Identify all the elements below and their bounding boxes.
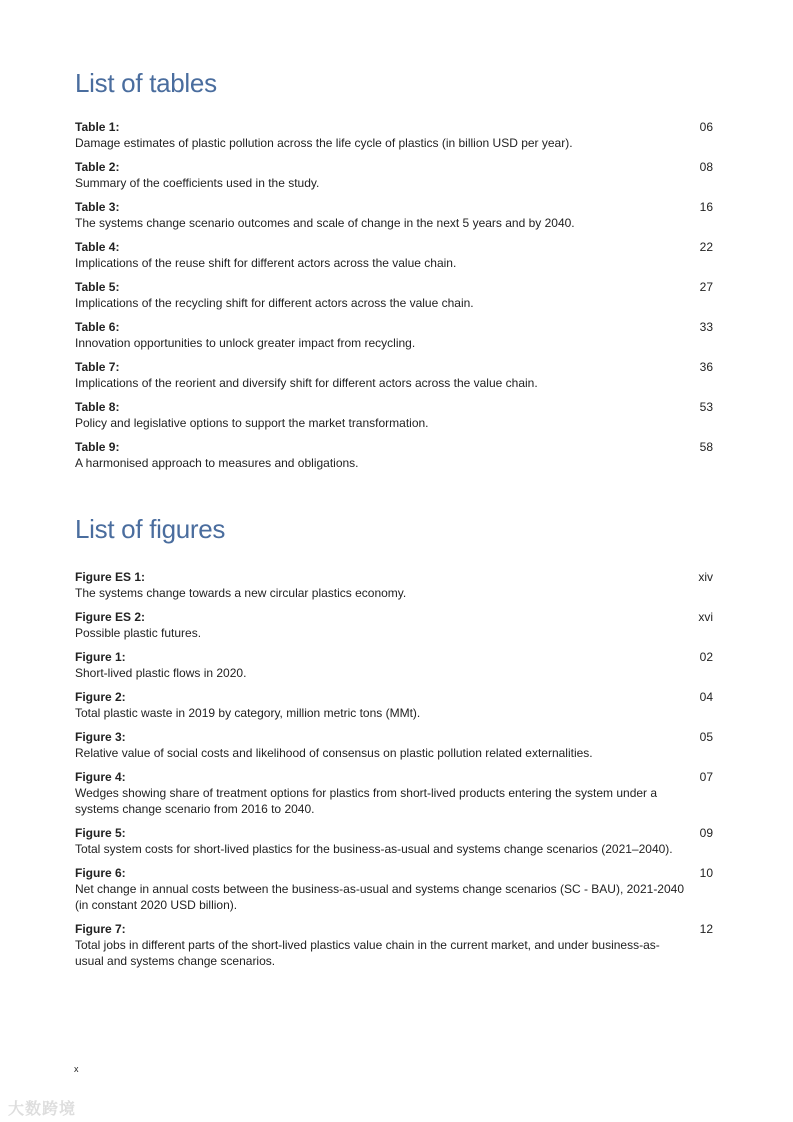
entry-description: A harmonised approach to measures and obligations. xyxy=(75,456,359,470)
entry-description: Total jobs in different parts of the short-lived plastics value chain in the current market, and under business-as-usual and systems change scenarios. xyxy=(75,938,660,968)
entry-description: Innovation opportunities to unlock greater impact from recycling. xyxy=(75,336,416,350)
toc-entry[interactable] xyxy=(75,159,715,191)
toc-entry[interactable] xyxy=(75,319,715,351)
entry-page-number: xiv xyxy=(698,570,713,584)
toc-entry[interactable] xyxy=(75,359,715,391)
toc-entry[interactable] xyxy=(75,825,715,857)
toc-entry[interactable] xyxy=(75,199,715,231)
entry-page-number: 58 xyxy=(699,440,713,454)
entry-page-number: 06 xyxy=(699,120,713,134)
entry-page-number: 16 xyxy=(699,200,713,214)
tables-list xyxy=(75,119,715,479)
entry-description: Relative value of social costs and likelihood of consensus on plastic pollution related externalities. xyxy=(75,746,593,760)
list-of-figures-heading: List of figures xyxy=(75,514,226,544)
entry-page-number: 22 xyxy=(699,240,713,254)
entry-label: Table 9: xyxy=(75,440,120,454)
toc-entry[interactable] xyxy=(75,729,715,761)
entry-page-number: xvi xyxy=(698,610,713,624)
entry-label: Table 8: xyxy=(75,400,120,414)
toc-entry[interactable] xyxy=(75,649,715,681)
entry-page-number: 05 xyxy=(699,730,713,744)
entry-label: Figure 1: xyxy=(75,650,126,664)
entry-page-number: 53 xyxy=(699,400,713,414)
entry-description: Short-lived plastic flows in 2020. xyxy=(75,666,247,680)
entry-description: Net change in annual costs between the business-as-usual and systems change scenarios (SC - BAU), 2021-2040 (in constant 2020 USD billion). xyxy=(75,882,685,912)
entry-label: Figure 2: xyxy=(75,690,126,704)
entry-label: Figure 7: xyxy=(75,922,126,936)
toc-entry[interactable] xyxy=(75,119,715,151)
entry-label: Figure ES 1: xyxy=(75,570,146,584)
toc-entry[interactable] xyxy=(75,609,715,641)
entry-page-number: 27 xyxy=(699,280,713,294)
entry-description: Wedges showing share of treatment options for plastics from short-lived products entering the system under a systems change scenario from 2016 to 2040. xyxy=(75,786,658,816)
page-number: x xyxy=(74,1064,79,1074)
entry-page-number: 10 xyxy=(699,866,713,880)
entry-label: Table 4: xyxy=(75,240,120,254)
entry-description: The systems change towards a new circular plastics economy. xyxy=(75,586,407,600)
entry-page-number: 07 xyxy=(699,770,713,784)
toc-entry[interactable] xyxy=(75,921,715,969)
entry-label: Figure 6: xyxy=(75,866,126,880)
entry-page-number: 08 xyxy=(699,160,713,174)
entry-description: Possible plastic futures. xyxy=(75,626,202,640)
entry-label: Figure 5: xyxy=(75,826,126,840)
toc-entry[interactable] xyxy=(75,399,715,431)
entry-label: Table 5: xyxy=(75,280,120,294)
entry-label: Figure ES 2: xyxy=(75,610,146,624)
watermark: 大数跨境 xyxy=(8,1101,77,1118)
entry-description: Total plastic waste in 2019 by category, million metric tons (MMt). xyxy=(75,706,421,720)
entry-page-number: 02 xyxy=(699,650,713,664)
entry-description: Implications of the reuse shift for different actors across the value chain. xyxy=(75,256,457,270)
entry-label: Figure 3: xyxy=(75,730,126,744)
entry-page-number: 36 xyxy=(699,360,713,374)
toc-entry[interactable] xyxy=(75,439,715,471)
toc-entry[interactable] xyxy=(75,865,715,913)
entry-page-number: 12 xyxy=(699,922,713,936)
entry-page-number: 09 xyxy=(699,826,713,840)
entry-label: Table 1: xyxy=(75,120,120,134)
toc-entry[interactable] xyxy=(75,569,715,601)
entry-label: Table 7: xyxy=(75,360,120,374)
toc-entry[interactable] xyxy=(75,689,715,721)
figures-list xyxy=(75,569,715,977)
entry-label: Figure 4: xyxy=(75,770,126,784)
entry-description: Implications of the reorient and diversify shift for different actors across the value chain. xyxy=(75,376,538,390)
entry-description: Total system costs for short-lived plastics for the business-as-usual and systems change scenarios (2021–2040). xyxy=(75,842,673,856)
entry-description: Damage estimates of plastic pollution across the life cycle of plastics (in billion USD per year). xyxy=(75,136,573,150)
list-of-tables-heading: List of tables xyxy=(75,68,217,98)
entry-description: Summary of the coefficients used in the study. xyxy=(75,176,320,190)
entry-description: Implications of the recycling shift for different actors across the value chain. xyxy=(75,296,474,310)
entry-label: Table 6: xyxy=(75,320,120,334)
entry-description: The systems change scenario outcomes and scale of change in the next 5 years and by 2040. xyxy=(75,216,575,230)
entry-label: Table 2: xyxy=(75,160,120,174)
toc-entry[interactable] xyxy=(75,279,715,311)
entry-label: Table 3: xyxy=(75,200,120,214)
toc-entry[interactable] xyxy=(75,239,715,271)
entry-description: Policy and legislative options to support the market transformation. xyxy=(75,416,429,430)
toc-entry[interactable] xyxy=(75,769,715,817)
entry-page-number: 33 xyxy=(699,320,713,334)
entry-page-number: 04 xyxy=(699,690,713,704)
